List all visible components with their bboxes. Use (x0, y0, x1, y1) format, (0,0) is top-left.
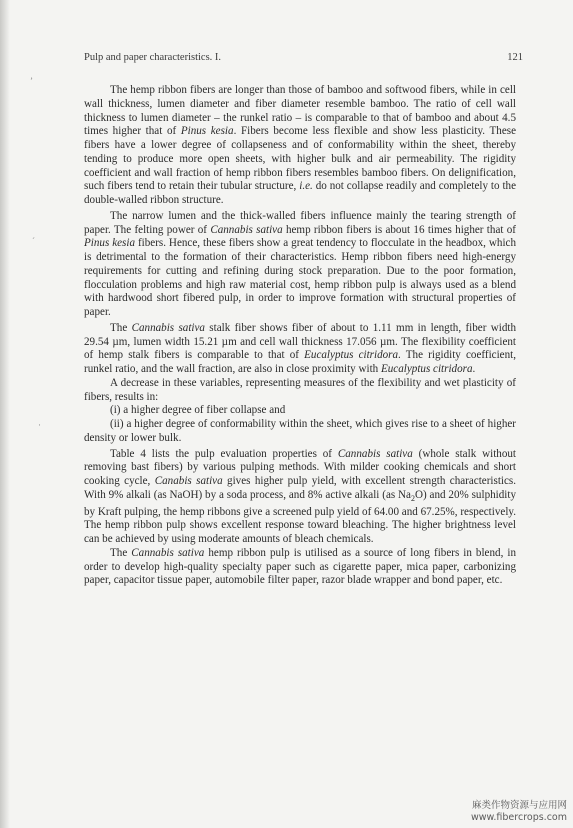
body-text (84, 84, 516, 588)
paragraph: The Cannabis sativa stalk fiber shows fiber of about to 1.11 mm in length, fiber width 29.54 µm, lumen width 15.21 µm and cell wall thickness 17.056 µm. The flexibility coefficient of hemp stalk fibers is comparable to that of Eucalyptus citridora. The rigidity coefficient, runkel ratio, and the wall fraction, are also in close proximity with Eucalyptus citridora. (84, 321, 516, 375)
site-watermark (471, 800, 567, 824)
paragraph: The narrow lumen and the thick-walled fibers influence mainly the tearing strength of paper. The felting power of Cannabis sativa hemp ribbon fibers is about 16 times higher that of Pinus kesia fibers. Hence, these fibers show a great tendency to flocculate in the headbox, which is detrimental to the formation of their characteristics. Hemp ribbon fibers need high-energy requirements for cutting and refining during stock preparation. Due to the poor formation, flocculation problems and high raw material cost, hemp ribbon pulp is always used as a blend with hardwood short fibered pulp, in order to improve formation with structural properties of paper. (84, 209, 516, 318)
paragraph: The Cannabis sativa hemp ribbon pulp is utilised as a source of long fibers in blend, in order to develop high-quality specialty paper such as cigarette paper, mica paper, carbonizing paper, capacitor tissue paper, automobile filter paper, razor blade wrapper and bond paper, etc. (84, 546, 516, 587)
paragraph: Table 4 lists the pulp evaluation properties of Cannabis sativa (whole stalk without removing bast fibers) by various pulping methods. With milder cooking chemicals and short cooking cycle, Canabis sativa gives higher pulp yield, with excellent strength characteristics. With 9% alkali (as NaOH) by a soda process, and 8% active alkali (as $Na_2O$) and 20% sulphidity by Kraft pulping, the hemp ribbons give a screened pulp yield of 64.00 and 67.25%, respectively. The hemp ribbon pulp shows excellent response toward bleaching. The higher brightness level can be achieved by using moderate amounts of bleach chemicals. (84, 447, 517, 546)
running-title: Pulp and paper characteristics. I. (84, 52, 222, 63)
margin-mark: ’ (30, 76, 33, 86)
watermark-title: 麻类作物资源与应用网 (471, 800, 567, 811)
margin-mark: · (38, 420, 41, 430)
watermark-url: www.fibercrops.com (470, 812, 567, 823)
paragraph: A decrease in these variables, representing measures of the flexibility and wet plasticity of fibers, results in: (84, 376, 516, 403)
list-item: (ii) a higher degree of conformability within the sheet, which gives rise to a sheet of higher density or lower bulk. (84, 418, 516, 444)
page-edge-shadow (0, 0, 10, 828)
page-number: 121 (507, 52, 523, 63)
list-item: (i) a higher degree of fiber collapse and (110, 404, 286, 417)
margin-mark: ´ (32, 236, 35, 246)
page-header (84, 52, 523, 63)
paragraph: The hemp ribbon fibers are longer than those of bamboo and softwood fibers, while in cell wall thickness, lumen diameter and fiber diameter resemble bamboo. The ratio of cell wall thickness to lumen diameter – the runkel ratio – is comparable to that of bamboo and about 4.5 times higher that of Pinus kesia. Fibers become less flexible and show less plasticity. These fibers have a lower degree of collapseness and of conformability within the sheet, thereby tending to produce more open sheets, with higher bulk and air permeability. The rigidity coefficient and wall fraction of hemp ribbon fibers resembles bamboo fibers. On delignification, such fibers tend to retain their tubular structure, i.e. do not collapse readily and completely to the double-walled ribbon structure. (84, 84, 517, 206)
